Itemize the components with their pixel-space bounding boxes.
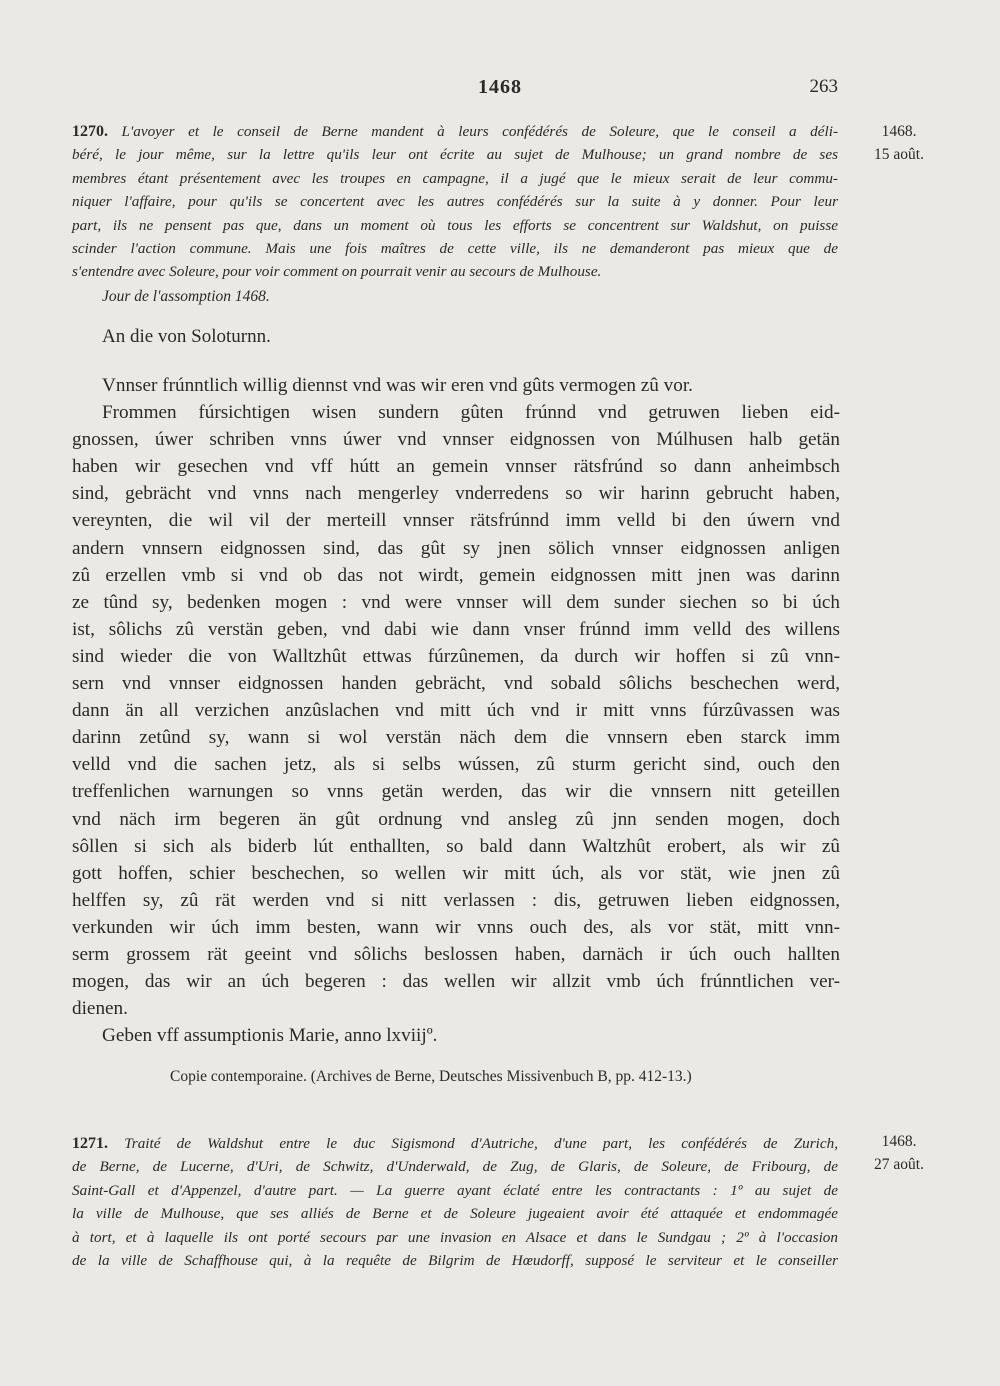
summary-line: scinder l'action commune. Mais une fois maîtres de cette ville, ils ne demanderont pas mieux que de	[72, 240, 838, 258]
entry-1271-summary	[72, 1132, 838, 1272]
summary-line: de Berne, de Lucerne, d'Uri, de Schwitz, d'Underwald, de Zug, de Glaris, de Soleure, de Fribourg, de	[72, 1158, 838, 1176]
running-head	[0, 76, 1000, 102]
letter-line: gnossen, úwer schriben vnns úwer vnd vnnser eidgnossen von Múlhusen halb getän	[72, 429, 840, 451]
margin-day: 15 août.	[874, 146, 924, 163]
summary-line: à tort, et à laquelle ils ont porté secours par une invasion en Alsace et dans le Sundgau ; 2º à l'occasion	[72, 1228, 838, 1246]
entry-1270-summary	[72, 120, 838, 284]
summary-line: Saint-Gall et d'Appenzel, d'autre part. — La guerre ayant éclaté entre les contractants : 1º au sujet de	[72, 1181, 838, 1199]
letter-line: vnd näch irm begeren än gût ordnung vnd ansleg zû jnn senden mogen, doch	[72, 808, 840, 830]
margin-year: 1468.	[881, 123, 917, 140]
margin-date-1270	[858, 120, 940, 166]
letter-closing: Geben vff assumptionis Marie, anno lxviijº.	[102, 1025, 438, 1047]
letter-line: sind, gebrächt vnd vnns nach mengerley vnderredens so wir harinn gebrucht haben,	[72, 483, 840, 505]
summary-line: la ville de Mulhouse, que ses alliés de Berne et de Soleure jugeaient avoir été attaquée et endommagée	[72, 1205, 838, 1223]
letter-line: velld vnd die sachen jetz, als si selbs wússen, zû sturm gericht sind, ouch den	[72, 754, 840, 776]
letter-line: mogen, das wir an úch begeren : das wellen wir allzit vmb úch frúnntlichen ver-	[72, 971, 840, 993]
letter-line: dienen.	[72, 998, 128, 1020]
summary-line: s'entendre avec Soleure, pour voir comment on pourrait venir au secours de Mulhouse.	[72, 263, 602, 281]
letter-line: helffen sy, zû rät werden vnd si nitt verlassen : dis, getruwen lieben eidgnossen,	[72, 889, 840, 911]
dateline: Jour de l'assomption 1468.	[102, 288, 270, 305]
letter-line: treffenlichen warnungen so vnns getän werden, das wir die vnnsern nitt geteillen	[72, 781, 840, 803]
page-number: 263	[809, 76, 838, 97]
summary-line: part, ils ne pensent pas que, dans un moment où tous les efforts se concentrent sur Waldshut, on puisse	[72, 216, 838, 234]
margin-date-1271	[858, 1130, 940, 1176]
letter-line: sind wieder die von Walltzhût ettwas fúrzûnemen, da durch wir hoffen si zû vnn-	[72, 645, 840, 667]
margin-day: 27 août.	[874, 1156, 924, 1173]
letter-body	[72, 372, 840, 1049]
letter-line: Vnnser frúnntlich willig diennst vnd was wir eren vnd gûts vermogen zû vor.	[102, 375, 693, 396]
letter-line: sern vnd vnnser eidgnossen handen gebrächt, vnd sobald sôlichs beschechen werd,	[72, 673, 840, 695]
letter-line: andern vnnsern eidgnossen sind, das gût sy jnen sölich vnnser eidgnossen anligen	[72, 537, 840, 559]
letter-line: vereynten, die wil vil der merteill vnnser rätsfrúnnd imm velld bi den úwern vnd	[72, 510, 840, 532]
letter-line: darinn zetûnd sy, wann si wol verstän näch dem die vnnsern eben starck imm	[72, 727, 840, 749]
running-year: 1468	[478, 76, 522, 98]
summary-line: 1271. Traité de Waldshut entre le duc Sigismond d'Autriche, d'une part, les confédérés de Zurich,	[72, 1135, 839, 1152]
letter-line: sôllen si sich als biderb lút enthallten, so bald dann Waltzhût erobert, als wir zû	[72, 835, 840, 857]
letter-line: ze tûnd sy, bedenken mogen : vnd were vnnser will dem sunder siechen so bi úch	[72, 591, 840, 613]
letter-address: An die von Soloturnn.	[102, 326, 271, 347]
letter-line: ist, sôlichs zû verstän geben, vnd dabi wie dann vnser frúnnd imm velld des willens	[72, 618, 840, 640]
letter-line: dann än all verzichen anzûslachen vnd mitt úch vnd ir mitt vnns fúrzûvassen was	[72, 700, 840, 722]
letter-line: serm grossem rät geeint vnd sôlichs beslossen haben, darnäch ir úch ouch hallten	[72, 943, 840, 965]
margin-year: 1468.	[881, 1133, 917, 1150]
summary-line: 1270. L'avoyer et le conseil de Berne mandent à leurs confédérés de Soleure, que le conseil a déli-	[72, 123, 839, 140]
summary-line: niquer l'affaire, pour qu'ils se concertent avec les autres confédérés sur la suite à y donner. Pour leur	[72, 193, 838, 211]
letter-line: zû erzellen vmb si vnd ob das not wirdt, gemein eidgnossen mitt jnen was darinn	[72, 564, 840, 586]
entry-number: 1270.	[72, 123, 108, 140]
entry-number: 1271.	[72, 1135, 108, 1152]
letter-line: Frommen fúrsichtigen wisen sundern gûten frúnnd vnd getruwen lieben eid-	[102, 402, 840, 424]
letter-line: gott hoffen, schier beschechen, so wellen wir mitt úch, als vor stät, wie jnen zû	[72, 862, 840, 884]
summary-line: membres étant présentement avec les troupes en campagne, il a jugé que le mieux serait de leur commu-	[72, 169, 838, 187]
summary-line: béré, le jour même, sur la lettre qu'ils leur ont écrite au sujet de Mulhouse; un grand nombre de ses	[72, 146, 838, 164]
letter-line: verkunden wir úch imm besten, wann wir vnns ouch des, als vor stät, mitt vnn-	[72, 916, 840, 938]
source-note: Copie contemporaine. (Archives de Berne, Deutsches Missivenbuch B, pp. 412-13.)	[170, 1068, 692, 1085]
summary-line: de la ville de Schaffhouse qui, à la requête de Bilgrim de Hœudorff, supposé le serviteur et le conseiller	[72, 1252, 838, 1270]
letter-line: haben wir gesechen vnd vff hútt an gemein vnnser rätsfrúnd so dann anheimbsch	[72, 456, 840, 478]
